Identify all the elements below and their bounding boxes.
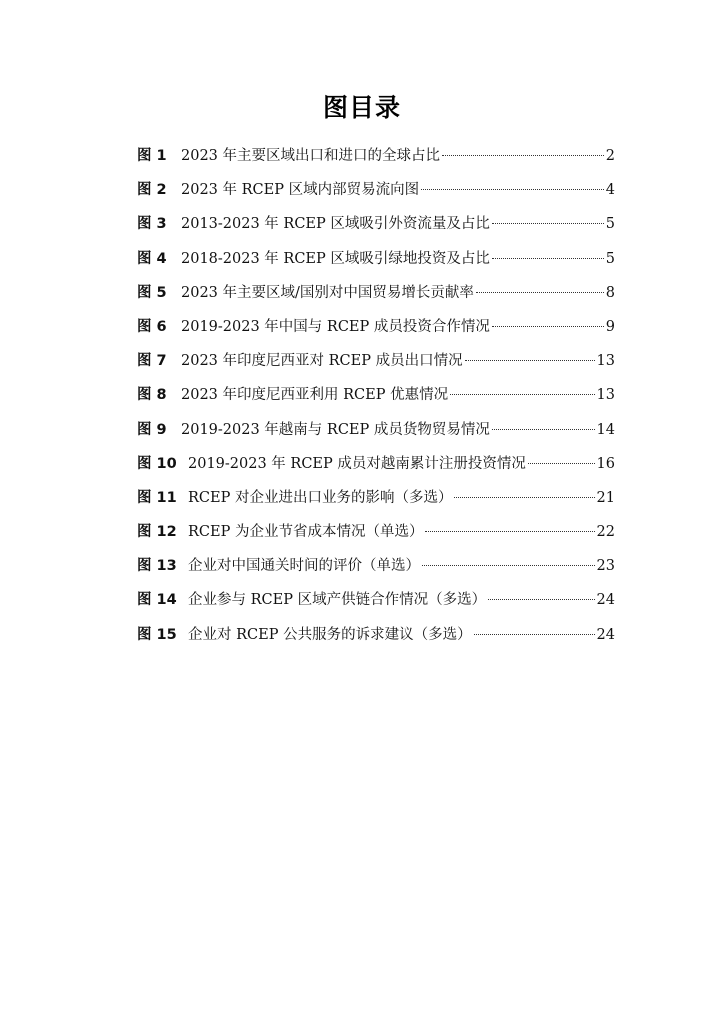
figure-caption: 2023 年印度尼西亚对 RCEP 成员出口情况 [181, 353, 463, 370]
page-number: 16 [596, 455, 615, 472]
dot-leader [488, 599, 594, 600]
figure-caption: 2013-2023 年 RCEP 区域吸引外资流量及占比 [181, 216, 490, 233]
dot-leader [465, 360, 595, 361]
figure-label: 图 9 [137, 421, 167, 438]
toc-entry[interactable] [137, 281, 615, 315]
figure-label: 图 11 [137, 489, 177, 506]
figure-caption: 2023 年印度尼西亚利用 RCEP 优惠情况 [181, 387, 449, 404]
page-number: 14 [596, 421, 615, 438]
page-number: 24 [596, 626, 615, 643]
figure-label: 图 8 [137, 387, 167, 404]
page-number: 9 [605, 318, 615, 335]
dot-leader [421, 189, 604, 190]
toc-entry[interactable] [137, 452, 615, 486]
dot-leader [476, 292, 604, 293]
figure-label: 图 5 [137, 284, 167, 301]
page-number: 13 [596, 387, 615, 404]
dot-leader [442, 155, 604, 156]
dot-leader [450, 394, 594, 395]
page-number: 2 [605, 148, 615, 164]
toc-entry[interactable] [137, 212, 615, 246]
page-number: 13 [596, 353, 615, 370]
toc-entry[interactable] [137, 554, 615, 588]
page-number: 23 [596, 558, 615, 575]
toc-entry[interactable] [137, 588, 615, 622]
page-number: 22 [596, 524, 615, 541]
dot-leader [492, 326, 604, 327]
dot-leader [425, 531, 594, 532]
figure-label: 图 7 [137, 353, 167, 370]
toc-entry[interactable] [137, 178, 615, 212]
page-number: 5 [605, 216, 615, 233]
figure-caption: 企业参与 RCEP 区域产供链合作情况（多选） [188, 592, 487, 609]
figure-label: 图 6 [137, 318, 167, 335]
dot-leader [528, 463, 595, 464]
dot-leader [492, 223, 604, 224]
figure-caption: 2019-2023 年越南与 RCEP 成员货物贸易情况 [181, 421, 490, 438]
figure-label: 图 14 [137, 592, 177, 609]
figure-caption: 2023 年主要区域出口和进口的全球占比 [181, 148, 441, 164]
dot-leader [474, 634, 595, 635]
figure-caption: RCEP 对企业进出口业务的影响（多选） [188, 489, 453, 506]
toc-entry[interactable] [137, 315, 615, 349]
dot-leader [492, 258, 604, 259]
page-title: 图目录 [322, 93, 401, 122]
page-number: 24 [596, 592, 615, 609]
figure-label: 图 15 [137, 626, 177, 643]
figure-caption: 企业对中国通关时间的评价（单选） [188, 558, 420, 575]
figure-caption: 2019-2023 年中国与 RCEP 成员投资合作情况 [181, 318, 490, 335]
dot-leader [492, 429, 595, 430]
toc-entry[interactable] [137, 486, 615, 520]
toc-entry[interactable] [137, 383, 615, 417]
figure-label: 图 1 [137, 148, 167, 164]
figure-caption: 2023 年主要区域/国别对中国贸易增长贡献率 [181, 284, 474, 301]
figure-caption: 2018-2023 年 RCEP 区域吸引绿地投资及占比 [181, 250, 490, 267]
figure-label: 图 2 [137, 182, 167, 199]
figure-caption: 企业对 RCEP 公共服务的诉求建议（多选） [188, 626, 472, 643]
toc-entry[interactable] [137, 418, 615, 452]
page-number: 21 [596, 489, 615, 506]
toc-entry[interactable] [137, 144, 615, 178]
page-number: 8 [605, 284, 615, 301]
figure-label: 图 12 [137, 524, 177, 541]
toc-entry[interactable] [137, 623, 615, 657]
toc-entry[interactable] [137, 520, 615, 554]
figure-label: 图 10 [137, 455, 177, 472]
dot-leader [422, 565, 595, 566]
figure-label: 图 3 [137, 216, 167, 233]
dot-leader [454, 497, 594, 498]
figure-list [137, 144, 615, 657]
toc-entry[interactable] [137, 247, 615, 281]
figure-caption: RCEP 为企业节省成本情况（单选） [188, 524, 424, 541]
page-number: 5 [605, 250, 615, 267]
page-number: 4 [605, 182, 615, 199]
toc-entry[interactable] [137, 349, 615, 383]
figure-label: 图 13 [137, 558, 177, 575]
figure-caption: 2019-2023 年 RCEP 成员对越南累计注册投资情况 [188, 455, 526, 472]
figure-label: 图 4 [137, 250, 167, 267]
figure-caption: 2023 年 RCEP 区域内部贸易流向图 [181, 182, 420, 199]
